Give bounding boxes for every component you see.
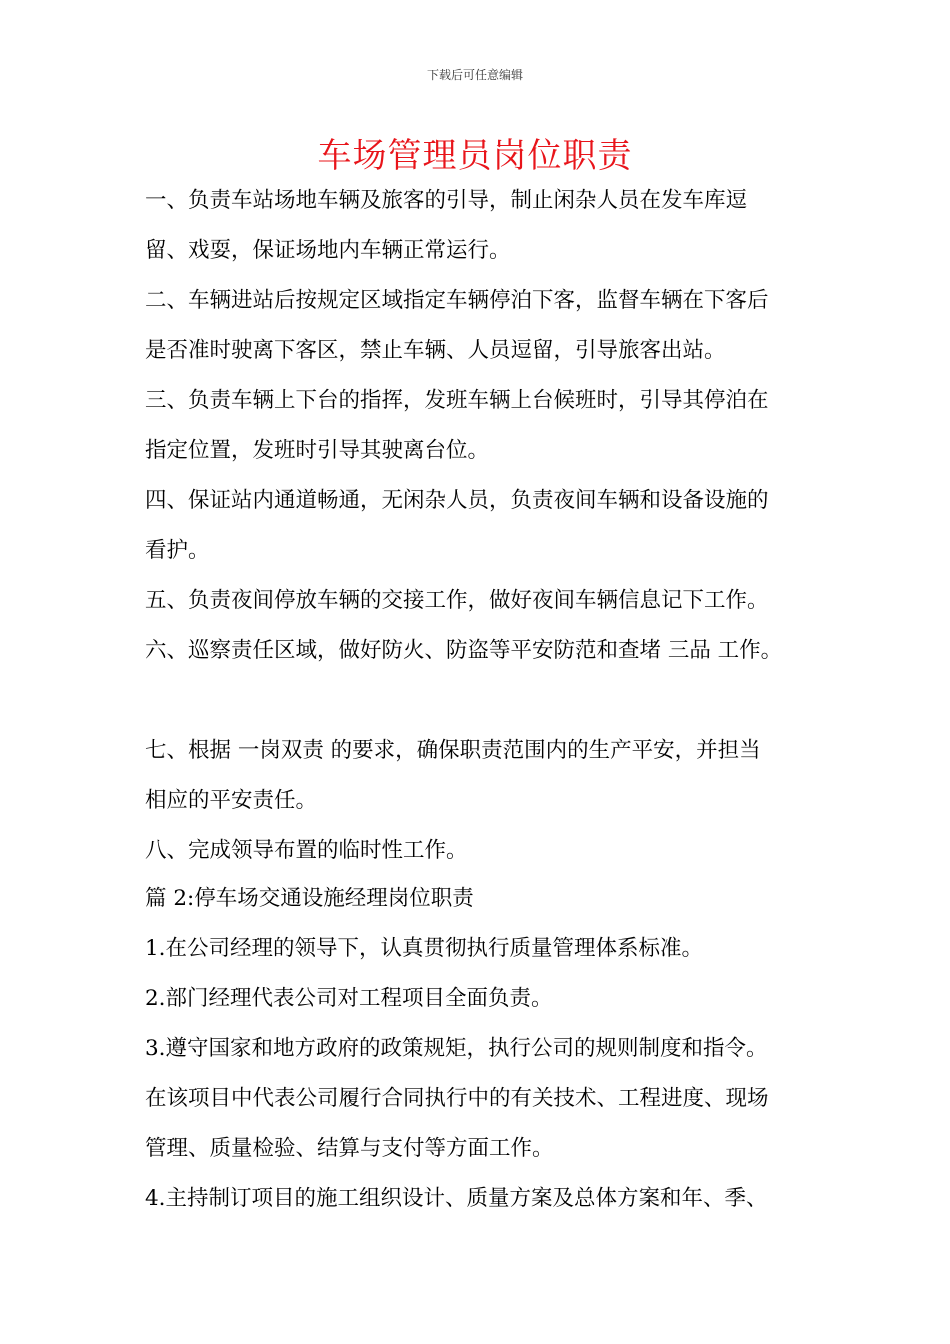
body-line: 六、巡察责任区域，做好防火、防盗等平安防范和查堵 三品 工作。 bbox=[145, 638, 783, 663]
body-line: 八、完成领导布置的临时性工作。 bbox=[145, 838, 468, 863]
body-line: 在该项目中代表公司履行合同执行中的有关技术、工程进度、现场 bbox=[145, 1086, 769, 1111]
body-line: 4.主持制订项目的施工组织设计、质量方案及总体方案和年、季、 bbox=[145, 1186, 768, 1211]
body-line: 七、根据 一岗双责 的要求，确保职责范围内的生产平安，并担当 bbox=[145, 738, 761, 763]
body-line: 四、保证站内通道畅通，无闲杂人员，负责夜间车辆和设备设施的 bbox=[145, 488, 769, 513]
body-line: 是否准时驶离下客区，禁止车辆、人员逗留，引导旅客出站。 bbox=[145, 338, 726, 363]
body-line: 1.在公司经理的领导下，认真贯彻执行质量管理体系标准。 bbox=[145, 936, 704, 961]
body-line: 管理、质量检验、结算与支付等方面工作。 bbox=[145, 1136, 554, 1161]
body-line: 留、戏耍，保证场地内车辆正常运行。 bbox=[145, 238, 511, 263]
body-line: 三、负责车辆上下台的指挥，发班车辆上台候班时，引导其停泊在 bbox=[145, 388, 769, 413]
body-line: 一、负责车站场地车辆及旅客的引导，制止闲杂人员在发车库逗 bbox=[145, 188, 748, 213]
section-heading: 篇 2:停车场交通设施经理岗位职责 bbox=[145, 886, 474, 911]
body-line: 指定位置，发班时引导其驶离台位。 bbox=[145, 438, 490, 463]
body-line: 二、车辆进站后按规定区域指定车辆停泊下客，监督车辆在下客后 bbox=[145, 288, 769, 313]
header-note: 下载后可任意编辑 bbox=[426, 68, 523, 82]
body-line: 3.遵守国家和地方政府的政策规矩，执行公司的规则制度和指令。 bbox=[145, 1036, 768, 1061]
document-title: 车场管理员岗位职责 bbox=[317, 136, 633, 176]
body-line: 看护。 bbox=[145, 538, 210, 563]
body-line: 2.部门经理代表公司对工程项目全面负责。 bbox=[145, 986, 553, 1011]
body-line: 五、负责夜间停放车辆的交接工作，做好夜间车辆信息记下工作。 bbox=[145, 588, 769, 613]
body-line: 相应的平安责任。 bbox=[145, 788, 318, 813]
